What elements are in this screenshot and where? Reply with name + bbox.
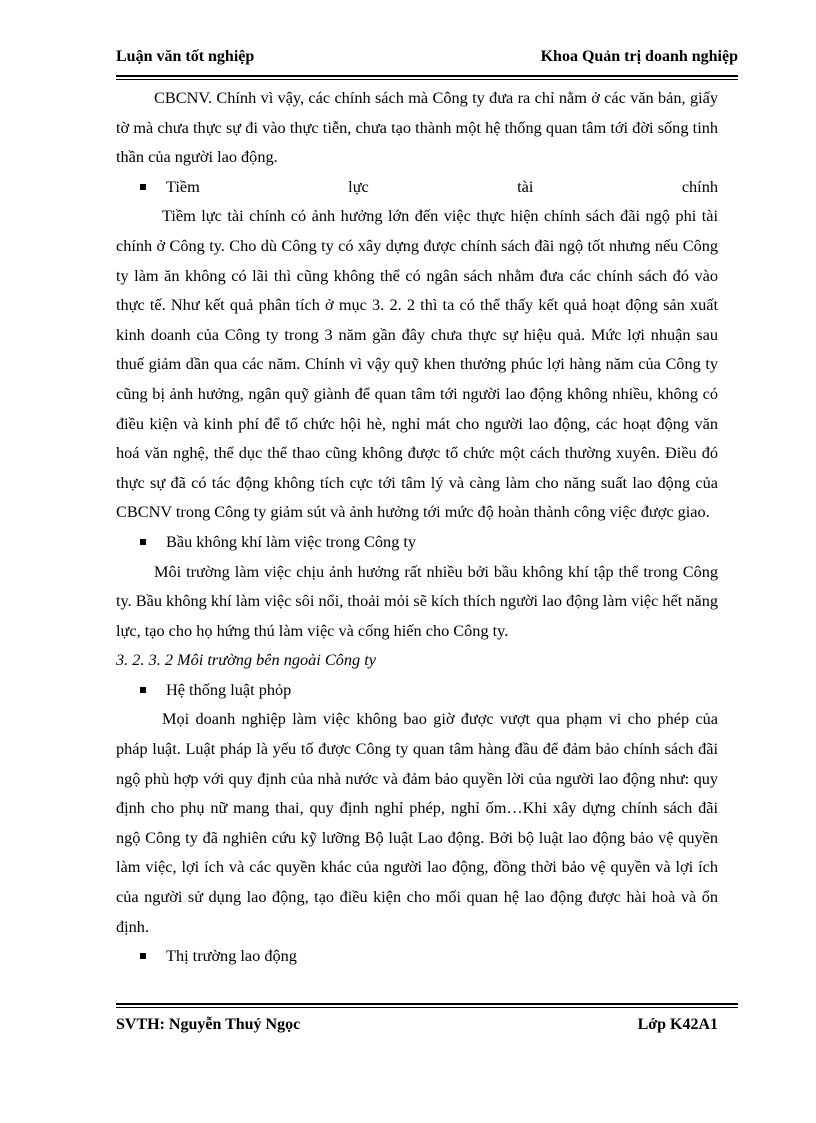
bullet-work-atmosphere bbox=[116, 527, 718, 557]
footer-student-label: SVTH: Nguyễn Thuý Ngọc bbox=[116, 1016, 301, 1033]
bullet-legal-system bbox=[116, 675, 718, 705]
paragraph-atmosphere: Môi trường làm việc chịu ảnh hưởng rất nhiều bởi bầu không khí tập thể trong Công ty. Bầu không khí làm việc sôi nổi, thoải mỏi sẽ kích thích người lao động làm việc hết năng lực, tạo cho họ hứng thú làm việc và cống hiến cho Công ty. bbox=[116, 561, 718, 640]
page-body bbox=[116, 83, 718, 971]
paragraph-cbcnv: CBCNV. Chính vì vậy, các chính sách mà Công ty đưa ra chỉ nằm ở các văn bản, giấy tờ mà chưa thực sự đi vào thực tiễn, chưa tạo thành một hệ thống quan tâm tới đời sống tinh thần của người lao động. bbox=[116, 88, 718, 167]
bullet-square-icon bbox=[140, 687, 146, 693]
section-heading: 3. 2. 3. 2 Môi trường bên ngoài Công ty bbox=[116, 650, 376, 670]
header-thesis-label: Luận văn tốt nghiệp bbox=[116, 48, 255, 65]
bullet-label: Thị trường lao động bbox=[166, 946, 297, 966]
footer-divider bbox=[116, 1003, 738, 1008]
paragraph-financial: Tiềm lực tài chính có ảnh hưởng lớn đến việc thực hiện chính sách đãi ngộ phi tài chính ở Công ty. Cho dù Công ty có xây dựng được chính sách đãi ngộ tốt nhưng nếu Công ty làm ăn không có lãi thì cũng không thể có ngân sách nhằm đưa các chính sách đó vào thực tế. Như kết quả phân tích ở mục 3. 2. 2 thì ta có thể thấy kết quả hoạt động sản xuất kinh doanh của Công ty trong 3 năm gần đây chưa thực sự hiệu quả. Mức lợi nhuận sau thuế giảm dần qua các năm. Chính vì vậy quỹ khen thưởng phúc lợi hàng năm của Công ty cũng bị ảnh hưởng, ngân quỹ giành để quan tâm tới người lao động không nhiều, không có điều kiện và kinh phí để tổ chức hội hè, nghỉ mát cho người lao động, các hoạt động văn hoá văn nghệ, thể dục thể thao cũng không được tổ chức một cách thường xuyên. Điều đó thực sự đã có tác động không tích cực tới tâm lý và càng làm cho năng suất lao động của CBCNV trong Công ty giảm sút và ảnh hưởng tới mức độ hoàn thành công việc được giao. bbox=[116, 206, 718, 522]
footer-class-label: Lớp K42A1 bbox=[637, 1016, 718, 1033]
bullet-labor-market bbox=[116, 941, 718, 971]
bullet-label: Bầu không khí làm việc trong Công ty bbox=[166, 531, 417, 551]
paragraph-legal: Mọi doanh nghiệp làm việc không bao giờ được vượt qua phạm vi cho phép của pháp luật. Luật pháp là yếu tố được Công ty quan tâm hàng đầu để đảm bảo chính sách đãi ngộ phù hợp với quy định của nhà nước và đảm bảo quyền lời của người lao động như: quy định cho phụ nữ mang thai, quy định nghỉ phép, nghỉ ốm…Khi xây dựng chính sách đãi ngộ Công ty đã nghiên cứu kỹ lưỡng Bộ luật Lao động. Bởi bộ luật lao động bảo vệ quyền làm việc, lợi ích và các quyền khác của người lao động, đồng thời bảo vệ quyền và lợi ích của người sử dụng lao động, tạo điều kiện cho mối quan hệ lao động được hài hoà và ổn định. bbox=[116, 709, 718, 936]
page-footer bbox=[116, 1016, 738, 1038]
bullet-square-icon bbox=[140, 539, 146, 545]
bullet-label: Hệ thống luật phỏp bbox=[166, 679, 292, 699]
page-header bbox=[116, 48, 738, 70]
bullet-financial-potential bbox=[116, 172, 718, 202]
bullet-square-icon bbox=[140, 953, 146, 959]
header-divider bbox=[116, 75, 738, 80]
bullet-label: Tiềm lực tài chính bbox=[166, 176, 718, 196]
bullet-square-icon bbox=[140, 184, 146, 190]
header-faculty-label: Khoa Quản trị doanh nghiệp bbox=[540, 48, 738, 65]
